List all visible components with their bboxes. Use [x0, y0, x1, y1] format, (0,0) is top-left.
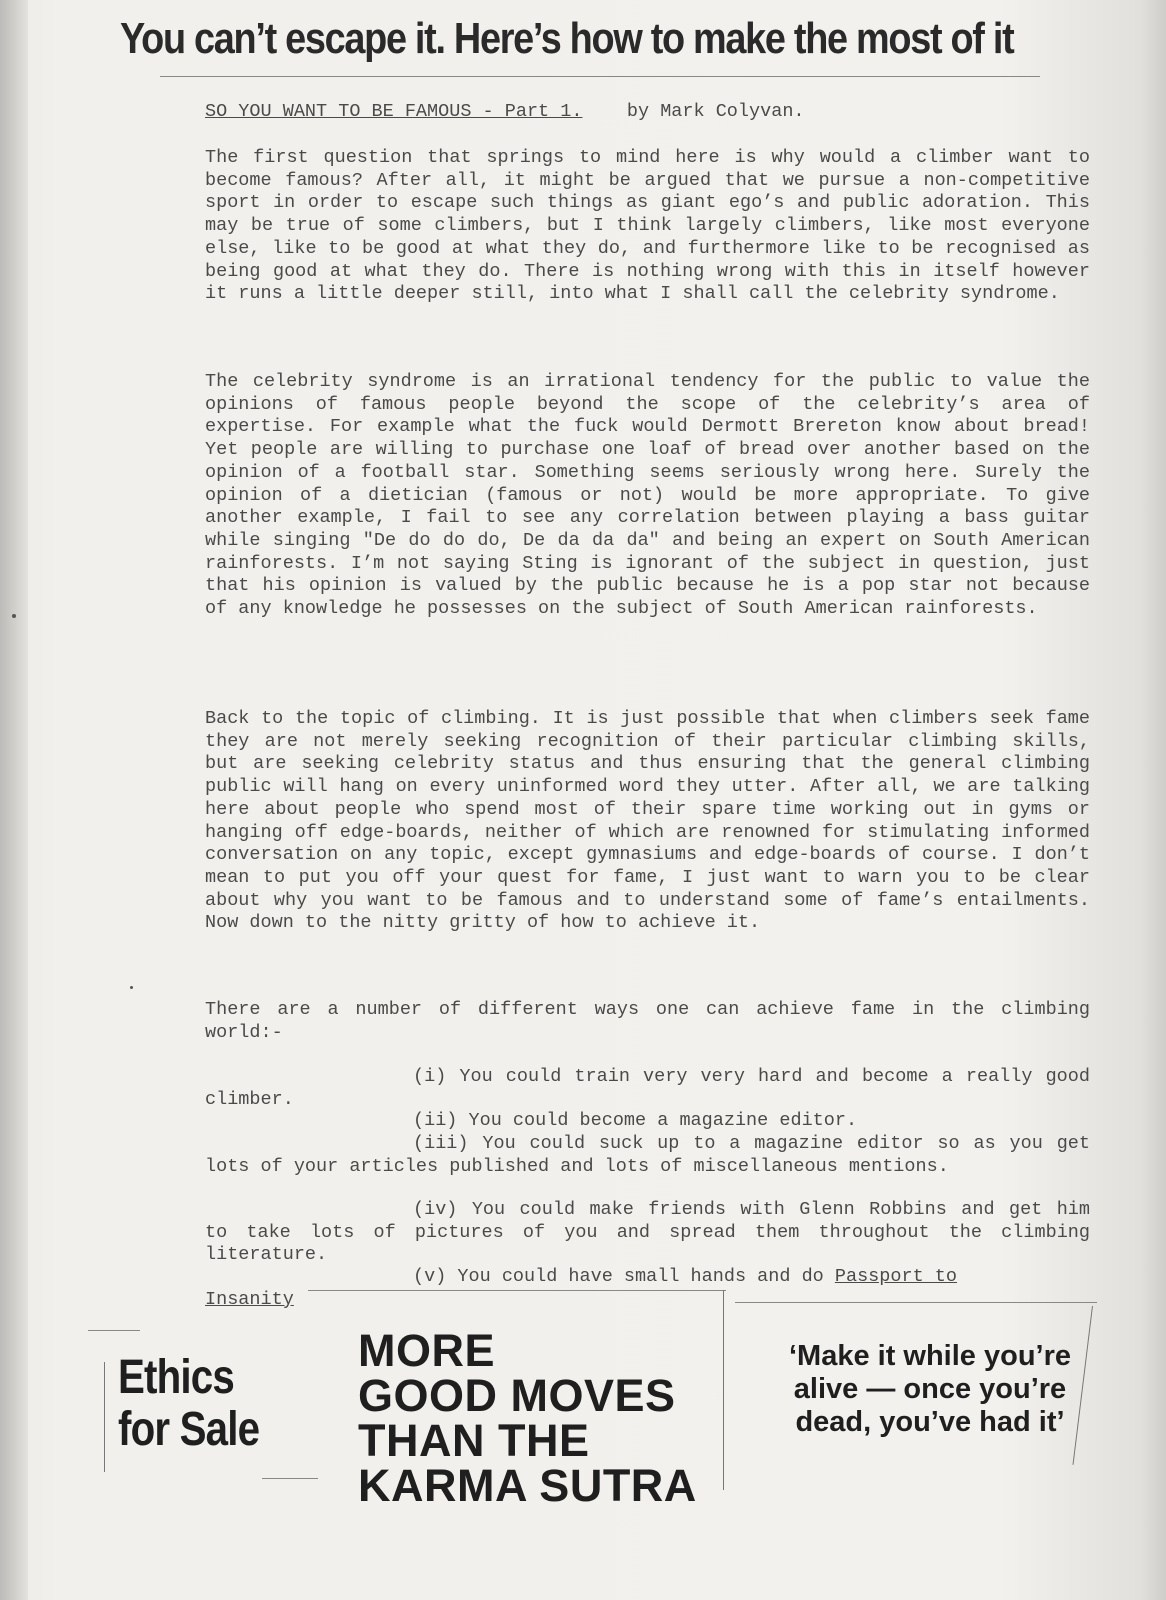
- scan-speck: [130, 986, 133, 989]
- list-item-v: [205, 1266, 1090, 1311]
- list-item-i: (i) You could train very very hard and become a really good climber.: [205, 1066, 1090, 1110]
- scan-speck: [12, 614, 16, 618]
- list-item-v-underlined-1: Passport to: [834, 1266, 957, 1287]
- moves-line-3: THAN THE: [358, 1415, 590, 1466]
- paragraph-1: The first question that springs to mind here is why would a climber want to become famous? After all, it might be argued that we pursue a non-competitive sport in order to escape such things as giant ego’s and public adoration. This may be true of some climbers, but I think largely climbers, like most everyone else, like to be good at what they do, and furthermore like to be recognised as being good at what they do. There is nothing wrong with this in itself however it runs a little deeper still, into what I shall call the celebrity syndrome.: [205, 147, 1090, 305]
- paragraph-3: Back to the topic of climbing. It is just possible that when climbers seek fame they are not merely seeking recognition of their particular climbing skills, but are seeking celebrity status and thus ensuring that the general climbing public will hang on every uninformed word they utter. After all, we are talking here about people who spend most of their spare time working out in gyms or hanging off edge-boards, neither of which are renowned for stimulating informed conversation on any topic, except gymnasiums and edge-boards of course. I don’t mean to put you off your quest for fame, I just want to warn you to be clear about why you want to be famous and to understand some of fame’s entailments. Now down to the nitty gritty of how to achieve it.: [205, 708, 1090, 934]
- moves-line-2: GOOD MOVES: [358, 1370, 676, 1421]
- ethics-line-2: for Sale: [118, 1403, 260, 1456]
- byline: [205, 101, 1085, 124]
- list-item-v-text: (v) You could have small hands and do: [413, 1266, 835, 1287]
- moves-line-1: MORE: [358, 1325, 495, 1376]
- article-title: SO YOU WANT TO BE FAMOUS - Part 1.: [205, 101, 583, 122]
- more-good-moves-clipping: [358, 1325, 697, 1511]
- ethics-clipping-top-rule: [88, 1330, 140, 1331]
- quote-clipping-top-rule: [735, 1302, 1097, 1303]
- list-item-v-underlined-2: Insanity: [205, 1288, 294, 1310]
- list-item-ii: (ii) You could become a magazine editor.: [413, 1110, 858, 1131]
- headline-underline: [160, 76, 1040, 77]
- moves-line-4: KARMA SUTRA: [358, 1460, 697, 1511]
- moves-clipping-right-border: [723, 1290, 724, 1490]
- article-author: by Mark Colyvan.: [626, 101, 805, 122]
- headline: You can’t escape it. Here’s how to make the most of it: [120, 14, 1014, 63]
- ethics-line-1: Ethics: [118, 1351, 234, 1404]
- paragraph-4: There are a number of different ways one can achieve fame in the climbing world:-: [205, 999, 1090, 1043]
- moves-clipping-top-rule: [308, 1290, 726, 1291]
- make-it-while-alive-clipping: ‘Make it while you’re alive — once you’re dead, you’ve had it’: [788, 1340, 1072, 1438]
- ethics-clipping-left-border: [104, 1362, 105, 1472]
- page-spine-shadow: [0, 0, 28, 1600]
- ethics-for-sale-clipping: [118, 1352, 259, 1456]
- paragraph-2: The celebrity syndrome is an irrational tendency for the public to value the opinions of famous people beyond the scope of the celebrity’s area of expertise. For example what the fuck would Dermott Brereton know about bread! Yet people are willing to purchase one loaf of bread over another based on the opinion of a football star. Something seems seriously wrong here. Surely the opinion of a dietician (famous or not) would be more appropriate. To give another example, I fail to see any correlation between playing a bass guitar while singing "De do do do, De da da da" and being an expert on South American rainforests. I’m not saying Sting is ignorant of the subject in question, just that his opinion is valued by the public because he is a pop star not because of any knowledge he possesses on the subject of South American rainforests.: [205, 371, 1090, 620]
- ethics-clipping-bottom-rule: [262, 1478, 318, 1479]
- list-item-iii: (iii) You could suck up to a magazine editor so as you get lots of your articles published and lots of miscellaneous mentions.: [205, 1133, 1090, 1177]
- list-item-iv: (iv) You could make friends with Glenn Robbins and get him to take lots of pictures of you and spread them throughout the climbing literature.: [205, 1199, 1090, 1266]
